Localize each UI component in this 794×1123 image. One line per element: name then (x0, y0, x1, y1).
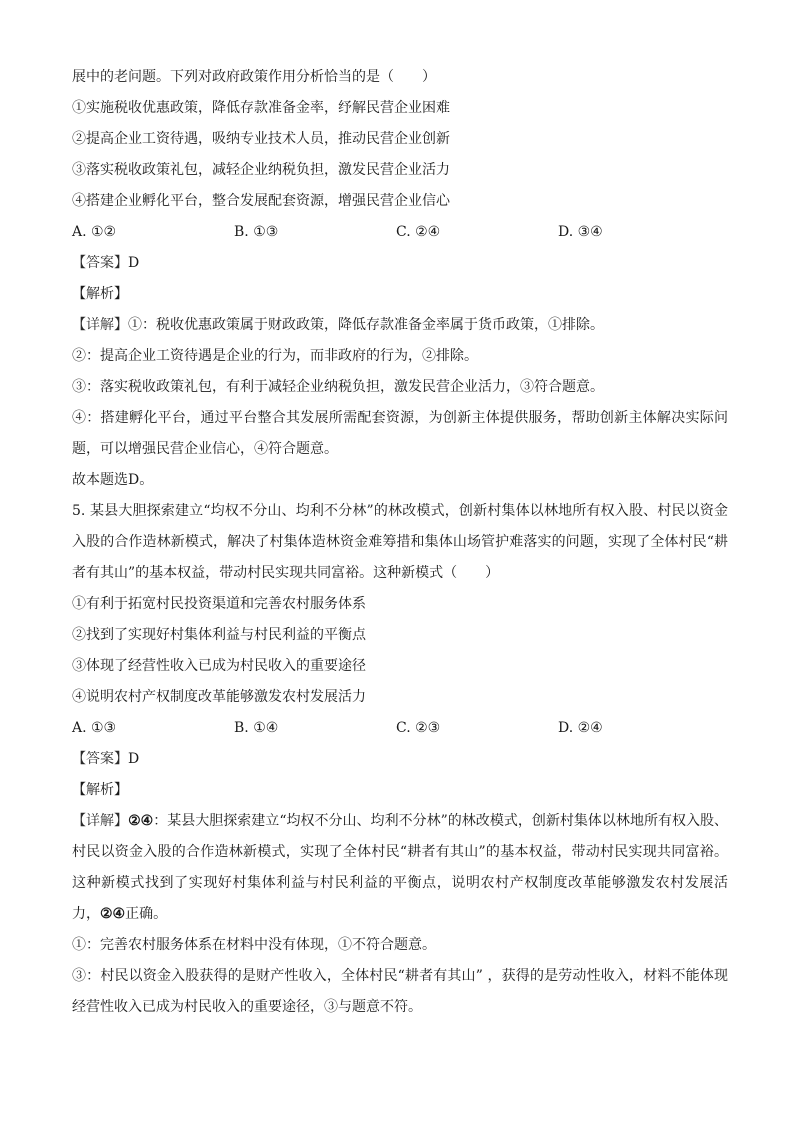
q5-answer-value: D (128, 751, 140, 767)
q4-choice-c: C. ②④ (396, 224, 441, 240)
q5-detail-main-text: ：某县大胆探索建立“均权不分山、均利不分林”的林改模式，创新村集体以林地所有权入股、村民以资金入股的合作造林新模式，实现了全体村民“耕者有其山”的基本权益，带动村民实现共同富裕。这种新模式找到了实现好村集体利益与村民利益的平衡点，说明农村产权制度改革能够激发农村发展活力， (72, 813, 729, 922)
q4-option-1: ①实施税收优惠政策，降低存款准备金率，纾解民营企业困难 (72, 100, 450, 116)
q5-detail-label: 【详解】 (72, 813, 129, 829)
q4-answer-label: 【答案】 (72, 255, 128, 271)
q4-conclusion: 故本题选D。 (72, 472, 154, 488)
q5-answer-label: 【答案】 (72, 751, 128, 767)
q5-analysis-label: 【解析】 (72, 782, 128, 798)
q5-option-2: ②找到了实现好村集体利益与村民利益的平衡点 (72, 627, 366, 643)
q5-option-3: ③体现了经营性收入已成为村民收入的重要途径 (72, 658, 366, 674)
q4-option-4: ④搭建企业孵化平台，整合发展配套资源，增强民营企业信心 (72, 193, 450, 209)
q5-detail-bold-tail: ②④ (100, 906, 126, 922)
q4-choice-b: B. ①③ (234, 224, 279, 240)
q4-answer-value: D (128, 255, 140, 271)
document-page (72, 62, 728, 1023)
q5-stem: 5. 某县大胆探索建立“均权不分山、均利不分林”的林改模式，创新村集体以林地所有权入股、村民以资金入股的合作造林新模式，解决了村集体造林资金难筹措和集体山场管护难落实的问题，实现了全体村民“耕者有其山”的基本权益，带动村民实现共同富裕。这种新模式（ ） (72, 503, 728, 581)
q5-detail-bold: ②④ (128, 813, 154, 829)
q4-choices (72, 217, 728, 248)
q5-detail-3: ③：村民以资金入股获得的是财产性收入，全体村民“耕者有其山” ，获得的是劳动性收入，材料不能体现经营性收入已成为村民收入的重要途径，③与题意不符。 (72, 968, 728, 1015)
q4-option-2: ②提高企业工资待遇，吸纳专业技术人员，推动民营企业创新 (72, 131, 450, 147)
q4-choice-d: D. ③④ (558, 224, 603, 240)
q4-option-3: ③落实税收政策礼包，减轻企业纳税负担，激发民营企业活力 (72, 162, 450, 178)
q5-choices (72, 713, 728, 744)
q4-answer (72, 248, 728, 279)
q5-choice-c: C. ②③ (396, 720, 441, 736)
q4-detail-4: ④：搭建孵化平台，通过平台整合其发展所需配套资源，为创新主体提供服务，帮助创新主体解决实际问题，可以增强民营企业信心，④符合题意。 (72, 410, 728, 457)
q5-option-4: ④说明农村产权制度改革能够激发农村发展活力 (72, 689, 366, 705)
q5-option-1: ①有利于拓宽村民投资渠道和完善农村服务体系 (72, 596, 366, 612)
q5-choice-d: D. ②④ (558, 720, 603, 736)
q4-stem-tail: 展中的老问题。下列对政府政策作用分析恰当的是（ ） (72, 69, 436, 85)
q5-detail-main-end: 正确。 (125, 906, 168, 922)
q4-detail-3: ③：落实税收政策礼包，有利于减轻企业纳税负担，激发民营企业活力，③符合题意。 (72, 379, 604, 395)
q5-choice-b: B. ①④ (234, 720, 279, 736)
q5-detail-2: ①：完善农村服务体系在材料中没有体现，①不符合题意。 (72, 937, 436, 953)
q5-choice-a: A. ①③ (72, 720, 117, 736)
q4-choice-a: A. ①② (72, 224, 117, 240)
q4-analysis-label: 【解析】 (72, 286, 128, 302)
q5-answer (72, 744, 728, 775)
q4-detail-text-1: ①：税收优惠政策属于财政政策，降低存款准备金率属于货币政策，①排除。 (128, 317, 604, 333)
q4-detail-1 (72, 310, 728, 341)
q4-detail-2: ②：提高企业工资待遇是企业的行为，而非政府的行为，②排除。 (72, 348, 478, 364)
q4-detail-label: 【详解】 (72, 317, 128, 333)
q5-detail-main (72, 806, 728, 930)
